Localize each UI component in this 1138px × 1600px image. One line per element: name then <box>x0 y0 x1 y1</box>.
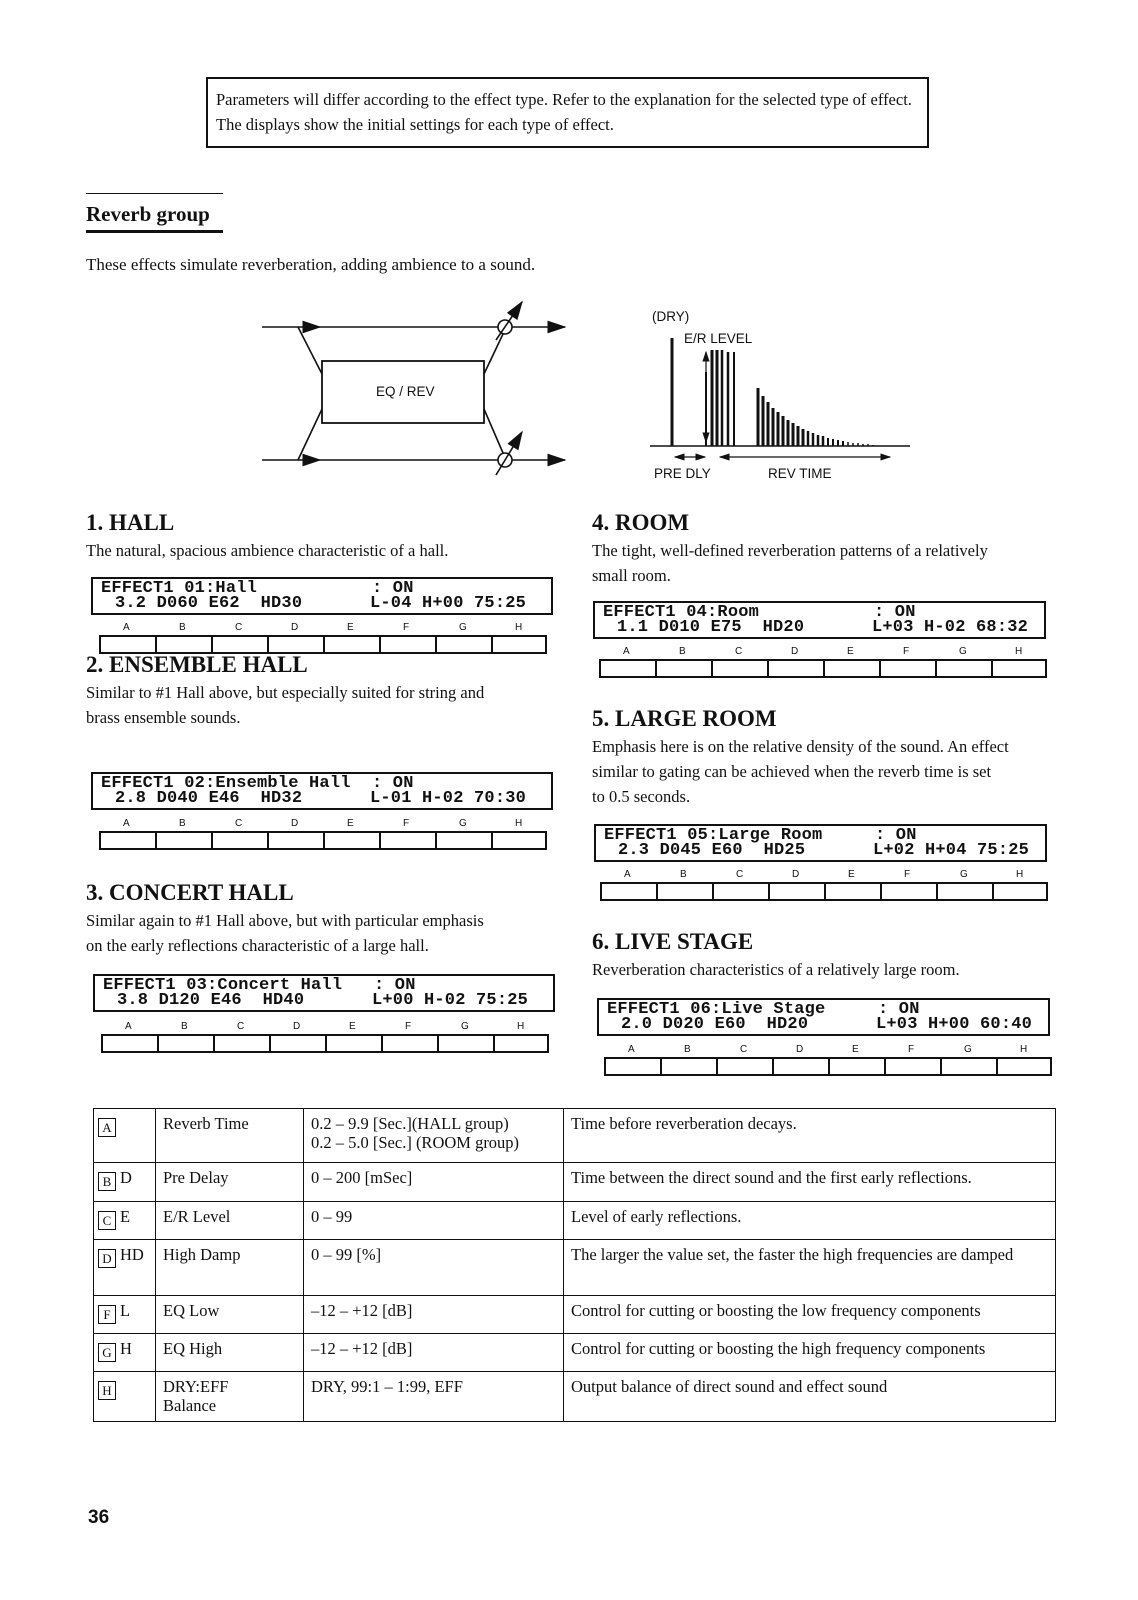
knob-label-b: B <box>679 646 686 657</box>
lcd-row-1: EFFECT1 01:Hall <box>101 579 258 598</box>
lcd-display <box>593 601 1046 639</box>
notice-text: Parameters will differ according to the effect type. Refer to the explanation for the selected type of effect. The displays show the initial settings for each type of effect. <box>216 90 912 134</box>
knob-label-a: A <box>123 622 130 633</box>
knob-strip <box>600 869 1046 903</box>
effect-concert-hall <box>86 880 556 958</box>
knob-key-badge: G <box>98 1343 116 1362</box>
knob-strip <box>99 818 545 852</box>
effect-description: Reverberation characteristics of a relatively large room. <box>592 960 960 979</box>
knob-slot-a <box>101 1034 157 1053</box>
knob-label-c: C <box>735 646 743 657</box>
knob-slot-h <box>991 659 1047 678</box>
knob-slot-f <box>381 1034 437 1053</box>
knob-slot-b <box>157 1034 213 1053</box>
knob-label-g: G <box>461 1021 469 1032</box>
param-range: DRY, 99:1 – 1:99, EFF <box>304 1372 564 1422</box>
effect-title: 6. LIVE STAGE <box>592 929 754 954</box>
knob-label-b: B <box>680 869 687 880</box>
knob-label-a: A <box>624 869 631 880</box>
param-abbreviation: D <box>120 1168 132 1187</box>
parameter-table-body <box>94 1109 1056 1422</box>
section-title: Reverb group <box>86 202 210 226</box>
param-name: EQ Low <box>156 1296 304 1334</box>
knob-label-g: G <box>960 869 968 880</box>
knob-label-b: B <box>179 818 186 829</box>
knob-slot-e <box>828 1057 884 1076</box>
knob-strip <box>599 646 1045 680</box>
knob-slot-g <box>435 831 491 850</box>
lcd-row-2: 3.2 D060 E62 HD30 <box>115 594 303 613</box>
knob-label-a: A <box>123 818 130 829</box>
param-key-cell <box>94 1202 156 1240</box>
lcd-row-2: 3.8 D120 E46 HD40 <box>117 991 305 1010</box>
knob-label-d: D <box>291 818 299 829</box>
knob-label-a: A <box>623 646 630 657</box>
effect-title: 2. ENSEMBLE HALL <box>86 652 308 677</box>
param-name: DRY:EFF Balance <box>156 1372 304 1422</box>
knob-label-f: F <box>405 1021 412 1032</box>
param-range: –12 – +12 [dB] <box>304 1296 564 1334</box>
lcd-row-1: EFFECT1 06:Live Stage <box>607 1000 826 1019</box>
table-row <box>94 1296 1056 1334</box>
knob-label-d: D <box>792 869 800 880</box>
param-description: Output balance of direct sound and effect sound <box>564 1372 1056 1422</box>
knob-strip <box>99 622 545 656</box>
knob-slot-h <box>491 831 547 850</box>
param-description: Control for cutting or boosting the low frequency components <box>564 1296 1056 1334</box>
knob-slot-c <box>211 831 267 850</box>
knob-slot-h <box>493 1034 549 1053</box>
knob-label-e: E <box>847 646 854 657</box>
er-level-label: E/R LEVEL <box>684 331 753 346</box>
param-name: EQ High <box>156 1334 304 1372</box>
lcd-row-2-right: L-04 H+00 75:25 <box>370 594 527 613</box>
knob-label-c: C <box>237 1021 245 1032</box>
knob-slot-g <box>940 1057 996 1076</box>
knob-label-g: G <box>459 622 467 633</box>
param-key-cell <box>94 1109 156 1163</box>
knob-label-d: D <box>291 622 299 633</box>
param-range: 0 – 200 [mSec] <box>304 1163 564 1202</box>
knob-slot-g <box>935 659 991 678</box>
lcd-row-2-right: L+03 H+00 60:40 <box>876 1015 1033 1034</box>
knob-label-g: G <box>459 818 467 829</box>
param-abbreviation: HD <box>120 1245 144 1264</box>
knob-label-f: F <box>403 622 410 633</box>
param-abbreviation: E <box>120 1207 131 1226</box>
lcd-row-2-right: L+00 H-02 75:25 <box>372 991 529 1010</box>
effect-hall <box>86 510 556 563</box>
table-row <box>94 1240 1056 1296</box>
lcd-display <box>594 824 1047 862</box>
knob-slot-e <box>824 882 880 901</box>
knob-strip <box>604 1044 1050 1078</box>
lcd-row-2: 2.0 D020 E60 HD20 <box>621 1015 809 1034</box>
lcd-status: : ON <box>372 579 414 598</box>
knob-slot-d <box>767 659 823 678</box>
knob-label-e: E <box>852 1044 859 1055</box>
knob-slot-d <box>267 831 323 850</box>
knob-key-badge: D <box>98 1249 116 1268</box>
effect-room <box>592 510 1062 588</box>
lcd-status: : ON <box>878 1000 920 1019</box>
knob-slot-f <box>879 659 935 678</box>
knob-label-e: E <box>349 1021 356 1032</box>
knob-label-h: H <box>1020 1044 1028 1055</box>
lcd-row-2-right: L+02 H+04 75:25 <box>873 841 1030 860</box>
effect-ensemble-hall <box>86 652 556 730</box>
param-description: Level of early reflections. <box>564 1202 1056 1240</box>
knob-slot-c <box>213 1034 269 1053</box>
lcd-status: : ON <box>874 603 916 622</box>
knob-slot-b <box>656 882 712 901</box>
param-range: 0 – 99 [%] <box>304 1240 564 1296</box>
knob-label-b: B <box>179 622 186 633</box>
knob-label-c: C <box>235 818 243 829</box>
section-bottom-rule <box>86 230 223 233</box>
knob-slot-g <box>936 882 992 901</box>
knob-label-e: E <box>848 869 855 880</box>
rev-time-label: REV TIME <box>768 466 832 481</box>
lcd-status: : ON <box>374 976 416 995</box>
knob-key-badge: A <box>98 1118 116 1137</box>
lcd-display <box>597 998 1050 1036</box>
knob-slot-a <box>600 882 656 901</box>
knob-slot-a <box>99 831 155 850</box>
param-key-cell <box>94 1334 156 1372</box>
knob-label-c: C <box>736 869 744 880</box>
knob-label-h: H <box>515 622 523 633</box>
table-row <box>94 1163 1056 1202</box>
knob-slot-h <box>992 882 1048 901</box>
knob-slot-f <box>884 1057 940 1076</box>
lcd-display <box>93 974 555 1012</box>
knob-slot-d <box>269 1034 325 1053</box>
section-top-rule <box>86 193 223 194</box>
knob-slot-d <box>768 882 824 901</box>
table-row <box>94 1109 1056 1163</box>
param-key-cell <box>94 1296 156 1334</box>
knob-slot-a <box>604 1057 660 1076</box>
lcd-row-2-right: L-01 H-02 70:30 <box>370 789 527 808</box>
knob-label-a: A <box>125 1021 132 1032</box>
knob-label-g: G <box>964 1044 972 1055</box>
parameter-table <box>93 1108 1056 1422</box>
param-description: Time before reverberation decays. <box>564 1109 1056 1163</box>
lcd-status: : ON <box>875 826 917 845</box>
effect-large-room <box>592 706 1062 809</box>
knob-slot-e <box>325 1034 381 1053</box>
param-description: Control for cutting or boosting the high frequency components <box>564 1334 1056 1372</box>
page-number: 36 <box>88 1507 110 1528</box>
effect-title: 3. CONCERT HALL <box>86 880 294 905</box>
knob-label-h: H <box>1015 646 1023 657</box>
param-abbreviation: H <box>120 1339 132 1358</box>
pre-dly-label: PRE DLY <box>654 466 711 481</box>
knob-slot-e <box>823 659 879 678</box>
knob-key-badge: F <box>98 1305 116 1324</box>
knob-slot-h <box>996 1057 1052 1076</box>
table-row <box>94 1202 1056 1240</box>
knob-slot-c <box>716 1057 772 1076</box>
knob-key-badge: H <box>98 1381 116 1400</box>
knob-label-h: H <box>515 818 523 829</box>
dry-label: (DRY) <box>652 309 690 324</box>
knob-key-badge: B <box>98 1172 116 1191</box>
param-description: The larger the value set, the faster the high frequencies are damped <box>564 1240 1056 1296</box>
param-name: Pre Delay <box>156 1163 304 1202</box>
param-name: Reverb Time <box>156 1109 304 1163</box>
effect-description: Similar again to #1 Hall above, but with particular emphasis on the early reflections characteristic of a large hall. <box>86 911 484 955</box>
knob-key-badge: C <box>98 1211 116 1230</box>
lcd-row-1: EFFECT1 03:Concert Hall <box>103 976 343 995</box>
lcd-row-1: EFFECT1 04:Room <box>603 603 760 622</box>
param-key-cell <box>94 1163 156 1202</box>
effect-title: 4. ROOM <box>592 510 690 535</box>
lcd-status: : ON <box>372 774 414 793</box>
knob-slot-b <box>655 659 711 678</box>
knob-label-g: G <box>959 646 967 657</box>
lcd-row-2: 2.8 D040 E46 HD32 <box>115 789 303 808</box>
knob-slot-e <box>323 831 379 850</box>
param-key-cell <box>94 1240 156 1296</box>
lcd-display <box>91 577 553 615</box>
knob-label-b: B <box>684 1044 691 1055</box>
knob-slot-b <box>660 1057 716 1076</box>
param-name: High Damp <box>156 1240 304 1296</box>
lcd-row-2: 2.3 D045 E60 HD25 <box>618 841 806 860</box>
lcd-row-2-right: L+03 H-02 68:32 <box>872 618 1029 637</box>
table-row <box>94 1372 1056 1422</box>
knob-label-e: E <box>347 622 354 633</box>
knob-label-d: D <box>796 1044 804 1055</box>
knob-slot-f <box>379 831 435 850</box>
knob-label-c: C <box>740 1044 748 1055</box>
knob-label-h: H <box>1016 869 1024 880</box>
knob-label-b: B <box>181 1021 188 1032</box>
param-range: –12 – +12 [dB] <box>304 1334 564 1372</box>
knob-slot-d <box>772 1057 828 1076</box>
knob-slot-g <box>437 1034 493 1053</box>
effect-description: Emphasis here is on the relative density of the sound. An effect similar to gating can be achieved when the reverb time is set to 0.5 seconds. <box>592 737 1009 806</box>
knob-slot-b <box>155 831 211 850</box>
knob-label-e: E <box>347 818 354 829</box>
lcd-row-2: 1.1 D010 E75 HD20 <box>617 618 805 637</box>
knob-label-f: F <box>904 869 911 880</box>
knob-label-f: F <box>903 646 910 657</box>
section-description: These effects simulate reverberation, adding ambience to a sound. <box>86 255 536 274</box>
effect-live-stage <box>592 929 1062 982</box>
effect-title: 1. HALL <box>86 510 175 535</box>
param-description: Time between the direct sound and the first early reflections. <box>564 1163 1056 1202</box>
eq-rev-block-label: EQ / REV <box>376 384 435 399</box>
param-abbreviation: L <box>120 1301 131 1320</box>
effect-title: 5. LARGE ROOM <box>592 706 777 731</box>
knob-strip <box>101 1021 547 1055</box>
param-key-cell <box>94 1372 156 1422</box>
knob-label-f: F <box>403 818 410 829</box>
knob-slot-c <box>711 659 767 678</box>
knob-slot-c <box>712 882 768 901</box>
param-name: E/R Level <box>156 1202 304 1240</box>
knob-label-d: D <box>791 646 799 657</box>
effect-description: Similar to #1 Hall above, but especially suited for string and brass ensemble sounds. <box>86 683 485 727</box>
table-row <box>94 1334 1056 1372</box>
lcd-row-1: EFFECT1 02:Ensemble Hall <box>101 774 351 793</box>
knob-label-f: F <box>908 1044 915 1055</box>
param-range: 0.2 – 9.9 [Sec.](HALL group) 0.2 – 5.0 [Sec.] (ROOM group) <box>304 1109 564 1163</box>
lcd-display <box>91 772 553 810</box>
param-range: 0 – 99 <box>304 1202 564 1240</box>
knob-slot-f <box>880 882 936 901</box>
knob-slot-a <box>599 659 655 678</box>
effect-description: The natural, spacious ambience characteristic of a hall. <box>86 541 449 560</box>
knob-label-c: C <box>235 622 243 633</box>
lcd-row-1: EFFECT1 05:Large Room <box>604 826 823 845</box>
knob-label-h: H <box>517 1021 525 1032</box>
knob-label-d: D <box>293 1021 301 1032</box>
knob-label-a: A <box>628 1044 635 1055</box>
effect-description: The tight, well-defined reverberation patterns of a relatively small room. <box>592 541 988 585</box>
notice-box <box>206 77 929 148</box>
